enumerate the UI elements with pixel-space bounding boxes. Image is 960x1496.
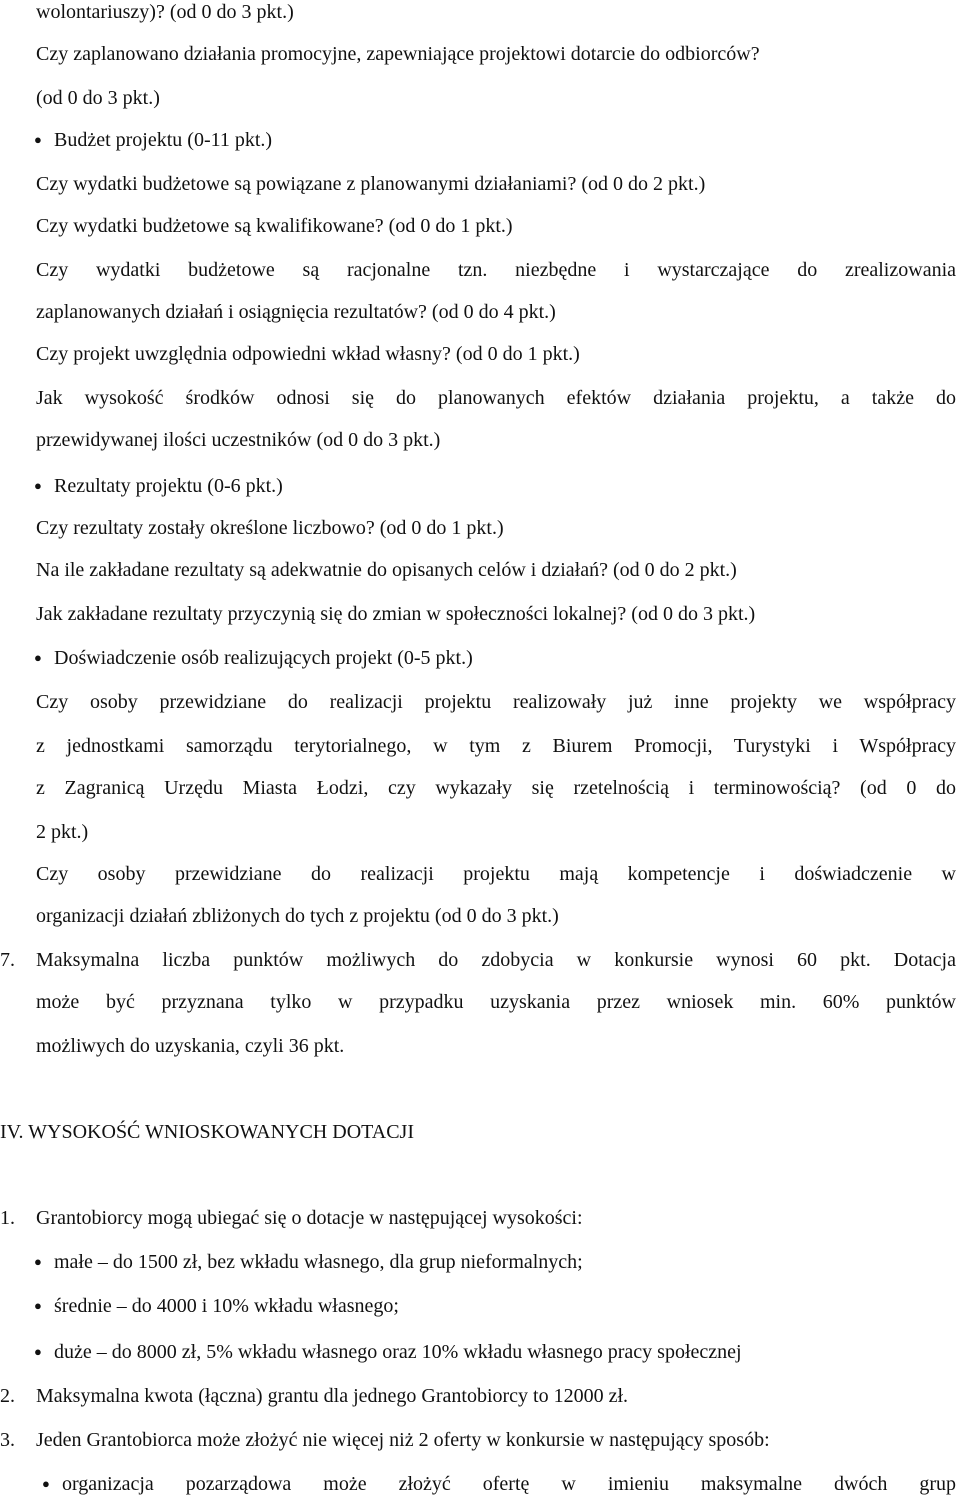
text-line: Czy rezultaty zostały określone liczbowo? (od 0 do 1 pkt.) [36,517,504,539]
text-line: Jak wysokość środków odnosi się do planowanych efektów działania projektu, a także do [36,387,956,409]
text-line: Czy wydatki budżetowe są powiązane z planowanymi działaniami? (od 0 do 2 pkt.) [36,173,706,195]
text-line: organizacji działań zbliżonych do tych z projektu (od 0 do 3 pkt.) [36,905,559,927]
text-line: możliwych do uzyskania, czyli 36 pkt. [36,1035,345,1057]
text-line: z Zagranicą Urzędu Miasta Łodzi, czy wykazały się rzetelnością i terminowością? (od 0 do [36,777,956,799]
text-line: Czy osoby przewidziane do realizacji projektu mają kompetencje i doświadczenie w [36,863,956,885]
text-line: Czy projekt uwzględnia odpowiedni wkład własny? (od 0 do 1 pkt.) [36,343,580,365]
bullet-item: ● duże – do 8000 zł, 5% wkładu własnego oraz 10% wkładu własnego pracy społecznej [54,1340,742,1364]
text-line: Na ile zakładane rezultaty są adekwatnie do opisanych celów i działań? (od 0 do 2 pkt.) [36,559,737,581]
item-text: Maksymalna liczba punktów możliwych do zdobycia w konkursie wynosi 60 pkt. Dotacja [36,949,956,971]
text-line: z jednostkami samorządu terytorialnego, w tym z Biurem Promocji, Turystyki i Współpracy [36,735,956,757]
numbered-item [0,1206,960,1230]
bullet-item: ● Doświadczenie osób realizujących projekt (0-5 pkt.) [54,646,473,670]
text-line: Czy zaplanowano działania promocyjne, zapewniające projektowi dotarcie do odbiorców? [36,43,760,65]
item-text: Maksymalna kwota (łączna) grantu dla jednego Grantobiorcy to 12000 zł. [36,1385,629,1407]
numbered-item [0,1428,960,1452]
item-number: 2. [0,1385,15,1407]
text-line: 2 pkt.) [36,821,89,843]
item-text: Grantobiorcy mogą ubiegać się o dotacje w następującej wysokości: [36,1207,583,1229]
text-line: Czy osoby przewidziane do realizacji projektu realizowały już inne projekty we współpracy [36,691,956,713]
numbered-item [0,1384,960,1408]
section-heading: IV. WYSOKOŚĆ WNIOSKOWANYCH DOTACJI [0,1121,414,1143]
item-number: 1. [0,1207,15,1229]
item-text: Jeden Grantobiorca może złożyć nie więcej niż 2 oferty w konkursie w następujący sposób: [36,1429,770,1451]
bullet-item: ● Budżet projektu (0-11 pkt.) [54,128,272,152]
text-line: Czy wydatki budżetowe są kwalifikowane? (od 0 do 1 pkt.) [36,215,513,237]
text-line: może być przyznana tylko w przypadku uzyskania przez wniosek min. 60% punktów [36,991,956,1013]
item-number: 7. [0,949,15,971]
text-line: wolontariuszy)? (od 0 do 3 pkt.) [36,1,294,23]
bullet-item: ● organizacja pozarządowa może złożyć ofertę w imieniu maksymalne dwóch grup [62,1472,956,1496]
bullet-item: ● małe – do 1500 zł, bez wkładu własnego, dla grup nieformalnych; [54,1250,583,1274]
text-line: (od 0 do 3 pkt.) [36,87,160,109]
text-line: przewidywanej ilości uczestników (od 0 do 3 pkt.) [36,429,441,451]
text-line: zaplanowanych działań i osiągnięcia rezultatów? (od 0 do 4 pkt.) [36,301,556,323]
item-number: 3. [0,1429,15,1451]
bullet-item: ● Rezultaty projektu (0-6 pkt.) [54,474,283,498]
text-line: Jak zakładane rezultaty przyczynią się do zmian w społeczności lokalnej? (od 0 do 3 pkt.) [36,603,756,625]
bullet-item: ● średnie – do 4000 i 10% wkładu własnego; [54,1294,399,1318]
numbered-item [0,948,960,972]
text-line: Czy wydatki budżetowe są racjonalne tzn. niezbędne i wystarczające do zrealizowania [36,259,956,281]
